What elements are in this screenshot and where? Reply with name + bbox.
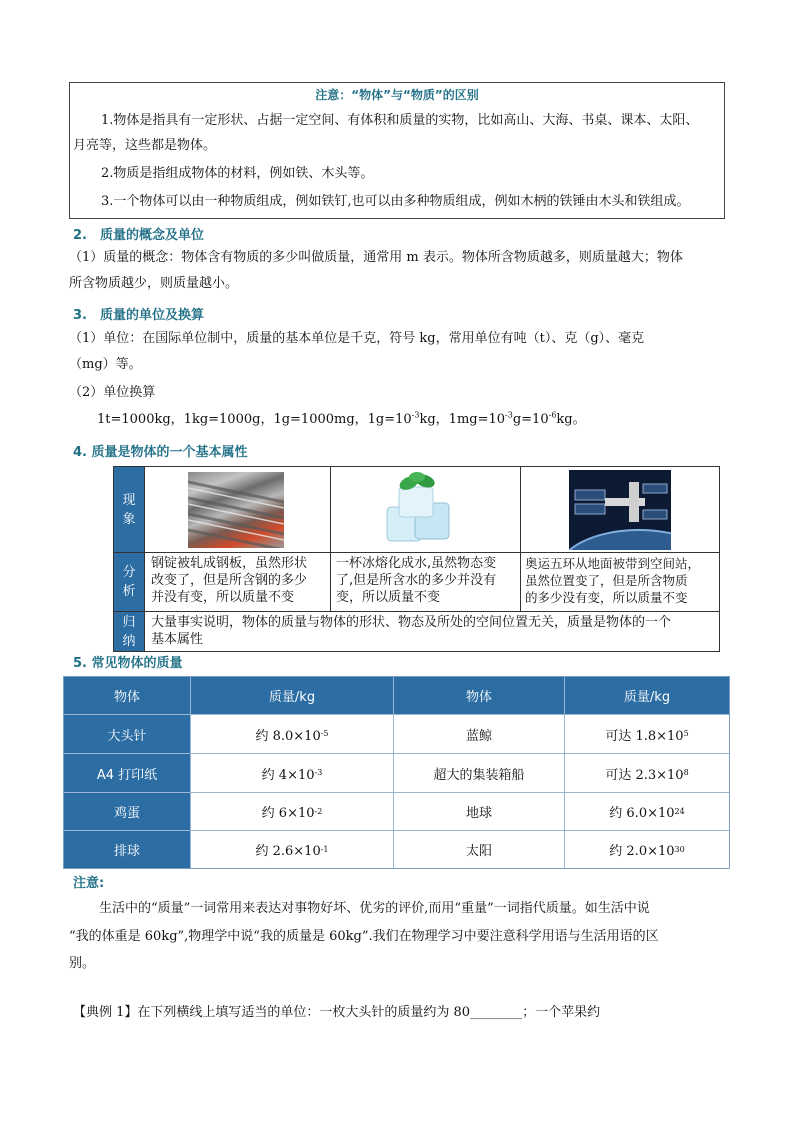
mass-table-header [64, 677, 729, 715]
row-mass-2: 约 2.0×10 30 [609, 844, 685, 859]
header-object-2: 物体 [394, 677, 565, 715]
row-object-2: 蓝鲸 [394, 715, 565, 754]
section-4-heading: 4. 质量是物体的一个基本属性 [73, 445, 248, 460]
table-row [64, 754, 729, 793]
row-mass-2: 可达 2.3×10 8 [565, 754, 729, 793]
table-row [64, 793, 729, 831]
analysis-steel: 钢锭被轧成钢板，虽然形状 改变了，但是所含钢的多少 并没有变，所以质量不变 [151, 556, 308, 605]
row-mass: 约 4×10 -3 [191, 754, 394, 793]
property-table [113, 466, 720, 652]
note-title: 注意：“物体”与“物质”的区别 [315, 88, 479, 102]
note-line-2: 月亮等，这些都是物体。 [73, 138, 217, 153]
table-row [64, 715, 729, 754]
steel-plate-image [188, 472, 284, 548]
mass-table [63, 676, 730, 869]
note-2-line-3: 别。 [69, 956, 96, 971]
section-3-line-2: （mg）等。 [69, 357, 142, 372]
header-mass-2: 质量/kg [565, 677, 729, 715]
header-mass-1: 质量/kg [191, 677, 394, 715]
section-2-line-2: 所含物质越少，则质量越小。 [69, 276, 239, 291]
ice-cube-image [379, 471, 459, 549]
example-1: 【典例 1】在下列横线上填写适当的单位：一枚大头针的质量约为 80________；一个苹果约 [73, 1005, 601, 1020]
section-3-heading: 3. 质量的单位及换算 [73, 308, 204, 323]
summary-text: 大量事实说明，物体的质量与物体的形状、物态及所处的空间位置无关，质量是物体的一个 基本属性 [151, 615, 672, 647]
row-object: A4 打印纸 [64, 754, 191, 793]
row-object-2: 太阳 [394, 831, 565, 868]
note-line-3: 2.物质是指组成物体的材料，例如铁、木头等。 [101, 166, 374, 181]
section-3-line-3: （2）单位换算 [69, 385, 156, 400]
table-row [64, 831, 729, 868]
row-mass: 约 8.0×10 -5 [191, 715, 394, 754]
row-head-summary: 归 纳 [114, 612, 144, 651]
row-object: 鸡蛋 [64, 793, 191, 831]
space-station-image [569, 470, 671, 550]
unit-conversion: 1t=1000kg，1kg=1000g，1g=1000mg，$1g=10^{-3}kg$，$1mg=10^{-3}g=10^{-6}kg$。 [97, 410, 586, 427]
header-object-1: 物体 [64, 677, 191, 715]
row-head-phenomenon: 现 象 [114, 467, 144, 552]
analysis-ice: 一杯冰熔化成水,虽然物态变 了,但是所含水的多少并没有 变，所以质量不变 [336, 556, 497, 605]
note-box [69, 82, 725, 219]
row-object-2: 超大的集装箱船 [394, 754, 565, 793]
row-object: 大头针 [64, 715, 191, 754]
section-5-heading: 5. 常见物体的质量 [73, 656, 183, 671]
row-mass: 约 2.6×10 -1 [191, 831, 394, 868]
note-2-line-2: “我的体重是 60kg”,物理学中说“我的质量是 60kg”.我们在物理学习中要注意科学用语与生活用语的区 [69, 929, 659, 944]
row-object: 排球 [64, 831, 191, 868]
note-line-4: 3.一个物体可以由一种物质组成，例如铁钉,也可以由多种物质组成，例如木柄的铁锤由木头和铁组成。 [101, 194, 690, 209]
row-head-analysis: 分 析 [114, 553, 144, 611]
row-mass-2: 可达 1.8×10 5 [565, 715, 729, 754]
section-2-heading: 2. 质量的概念及单位 [73, 228, 204, 243]
section-3-line-1: （1）单位：在国际单位制中，质量的基本单位是千克，符号 kg，常用单位有吨（t）、克（g）、毫克 [69, 331, 645, 346]
note-2-label: 注意: [73, 876, 105, 891]
analysis-rings: 奥运五环从地面被带到空间站， 虽然位置变了，但是所含物质 的多少没有变，所以质量不变 [525, 556, 701, 605]
note-line-1: 1.物体是指具有一定形状、占据一定空间、有体积和质量的实物，比如高山、大海、书桌、课本、太阳、 [101, 113, 699, 128]
note-2-line-1: 生活中的“质量”一词常用来表达对事物好坏、优劣的评价,而用“重量”一词指代质量。如生活中说 [99, 901, 650, 916]
row-mass: 约 6×10 -2 [191, 793, 394, 831]
row-object-2: 地球 [394, 793, 565, 831]
row-mass-2: 约 6.0×10 24 [565, 793, 729, 831]
section-2-line-1: （1）质量的概念：物体含有物质的多少叫做质量，通常用 m 表示。物体所含物质越多，则质量越大；物体 [69, 250, 683, 265]
